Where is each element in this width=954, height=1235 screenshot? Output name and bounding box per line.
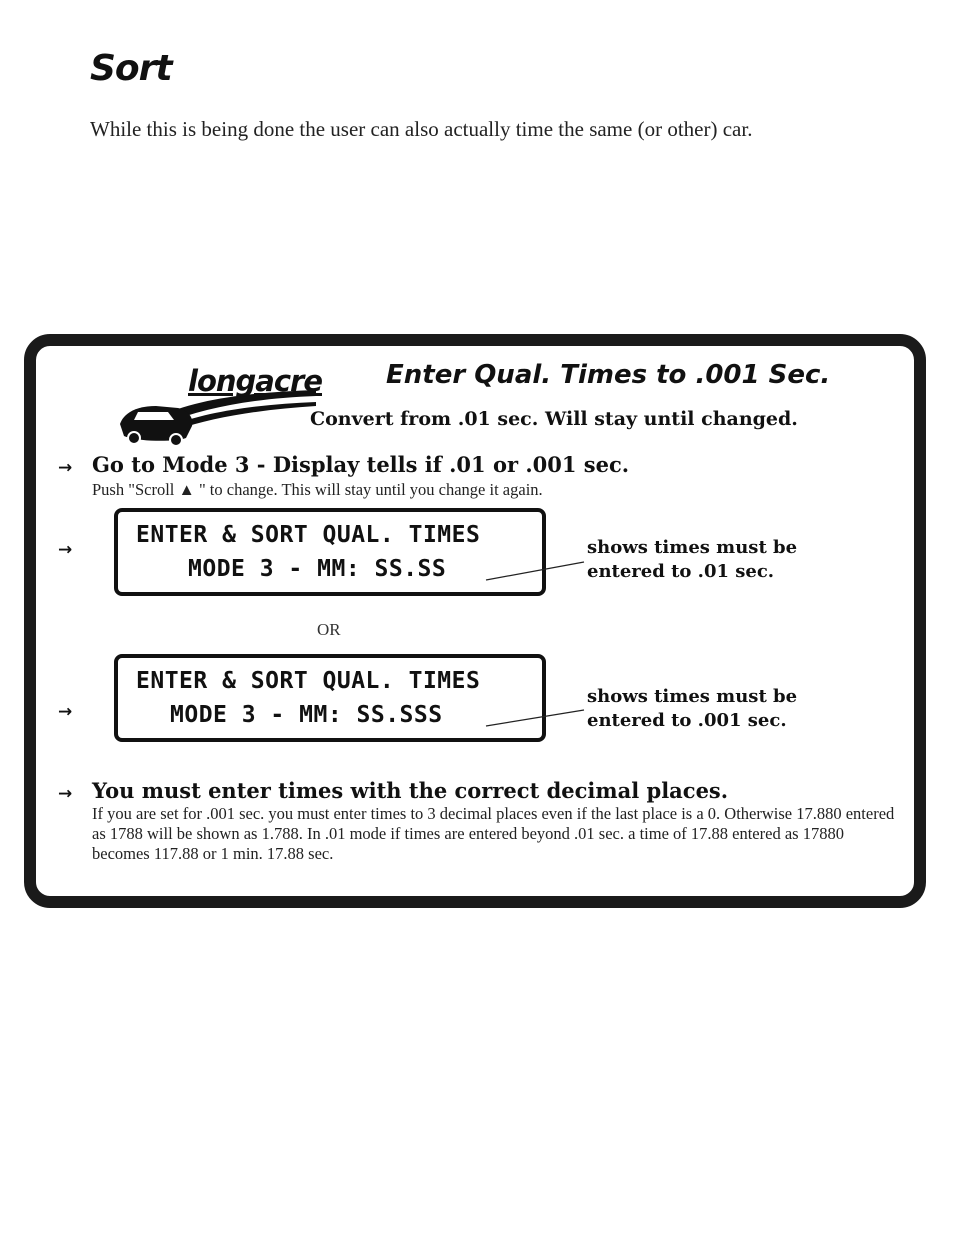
or-label: OR (317, 620, 341, 639)
callout-line-2: entered to .001 sec. (587, 710, 787, 731)
step2-title: You must enter times with the correct decimal places. (92, 778, 729, 803)
arrow-icon: → (58, 784, 73, 804)
callout-line-1: shows times must be (587, 686, 798, 707)
brand-logo: longacre (188, 364, 322, 398)
instruction-panel (24, 334, 926, 908)
step1-title: Go to Mode 3 - Display tells if .01 or .001 sec. (92, 452, 630, 477)
arrow-icon: → (58, 458, 73, 478)
intro-paragraph: While this is being done the user can also actually time the same (or other) car. (90, 117, 753, 141)
step1-note: Push "Scroll ▲ " to change. This will stay until you change it again. (92, 480, 543, 499)
panel-subhead: Convert from .01 sec. Will stay until changed. (310, 408, 798, 430)
step2-note: If you are set for .001 sec. you must enter times to 3 decimal places even if the last place is a 0. Otherwise 17.880 entered as 1788 will be shown as 1.788. In .01 mode if times are entered beyond .01 sec. a time of 17.88 entered as 17880 becomes 117.88 or 1 min. 17.88 sec. (92, 804, 895, 863)
panel-headline: Enter Qual. Times to .001 Sec. (386, 360, 831, 390)
arrow-icon: → (58, 702, 73, 722)
lcd-line-2: MODE 3 - MM: SS.SSS (170, 702, 443, 728)
lcd-line-1: ENTER & SORT QUAL. TIMES (136, 522, 481, 548)
lcd-line-1: ENTER & SORT QUAL. TIMES (136, 668, 481, 694)
lcd-line-2: MODE 3 - MM: SS.SS (188, 556, 447, 582)
callout-line-2: entered to .01 sec. (587, 561, 775, 582)
callout-line-1: shows times must be (587, 537, 798, 558)
page-title: Sort (90, 48, 172, 89)
arrow-icon: → (58, 540, 73, 560)
